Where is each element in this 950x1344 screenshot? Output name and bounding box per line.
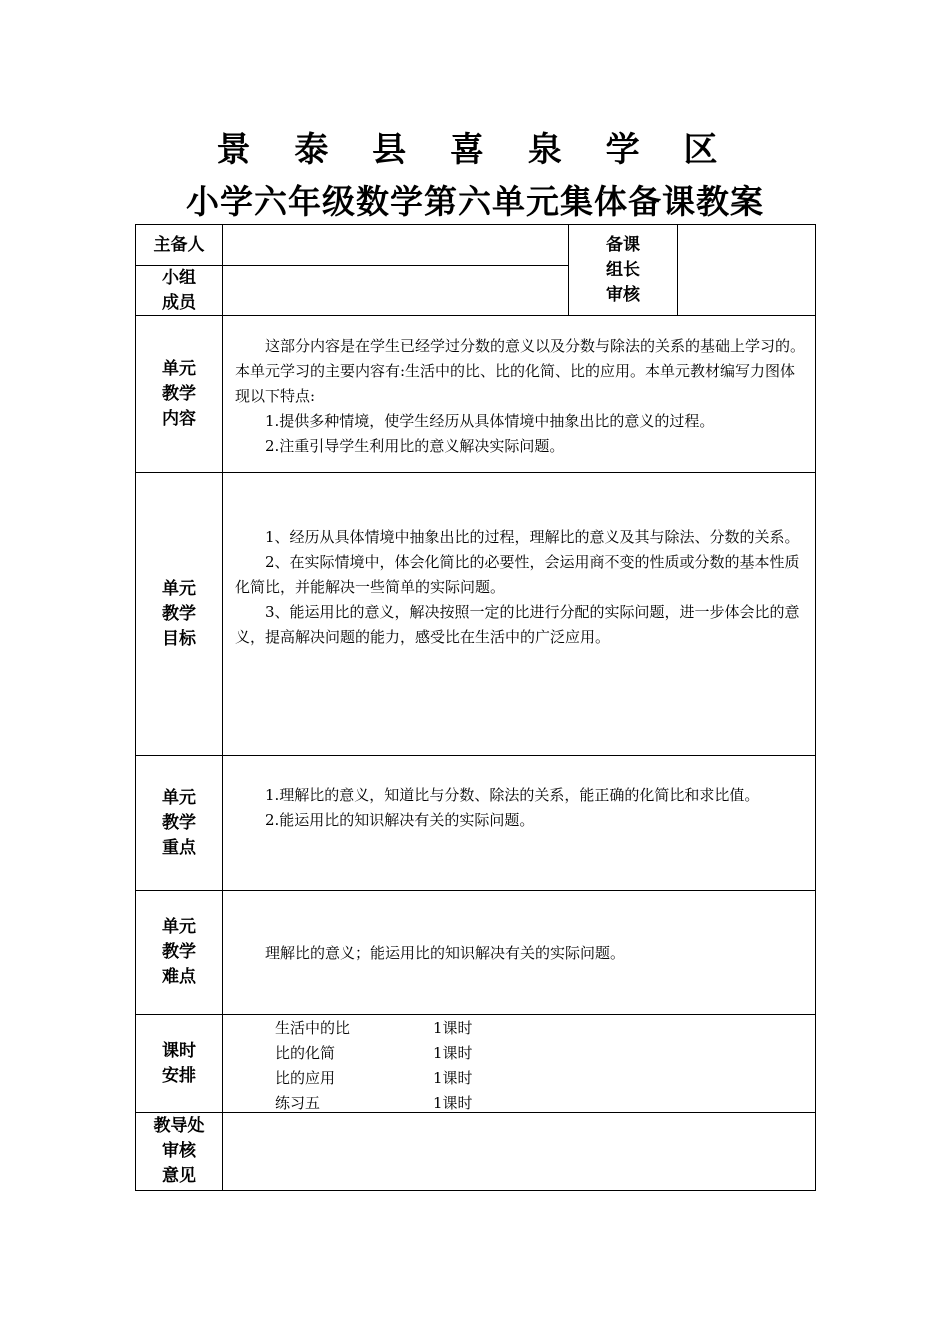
lesson-hours: 1课时 bbox=[433, 1019, 473, 1037]
schedule-cell bbox=[222, 1014, 816, 1113]
difficulty-paragraph: 理解比的意义；能运用比的知识解决有关的实际问题。 bbox=[265, 944, 626, 962]
content-paragraph: 2.注重引导学生利用比的意义解决实际问题。 bbox=[265, 437, 565, 455]
lesson-name: 生活中的比 bbox=[275, 1019, 351, 1037]
schedule-row bbox=[275, 1016, 473, 1041]
lesson-name: 比的化简 bbox=[275, 1044, 336, 1062]
group-members-field bbox=[222, 265, 569, 316]
schedule-label: 课时 安排 bbox=[135, 1014, 223, 1113]
review-label: 备课 组长 审核 bbox=[568, 224, 678, 316]
key-points-paragraph: 2.能运用比的知识解决有关的实际问题。 bbox=[265, 811, 535, 829]
office-review-label: 教导处 审核 意见 bbox=[135, 1112, 223, 1191]
schedule-list bbox=[275, 1016, 473, 1116]
main-preparer-field bbox=[222, 224, 569, 266]
goals-cell bbox=[222, 472, 816, 756]
review-field bbox=[677, 224, 816, 316]
goals-paragraph: 1、经历从具体情境中抽象出比的过程，理解比的意义及其与除法、分数的关系。 bbox=[265, 528, 800, 546]
difficulty-label: 单元 教学 难点 bbox=[135, 890, 223, 1015]
document-subtitle: 小学六年级数学第六单元集体备课教案 bbox=[186, 182, 764, 221]
document-title: 景 泰 县 喜 泉 学 区 bbox=[216, 130, 734, 170]
lesson-hours: 1课时 bbox=[433, 1044, 473, 1062]
goals-label: 单元 教学 目标 bbox=[135, 472, 223, 756]
main-preparer-label: 主备人 bbox=[135, 224, 223, 266]
lesson-hours: 1课时 bbox=[433, 1094, 473, 1112]
difficulty-cell bbox=[222, 890, 816, 1015]
content-cell bbox=[222, 315, 816, 473]
schedule-row bbox=[275, 1066, 473, 1091]
office-review-field bbox=[222, 1112, 816, 1191]
content-paragraph: 这部分内容是在学生已经学过分数的意义以及分数与除法的关系的基础上学习的。本单元学习的主要内容有:生活中的比、比的化简、比的应用。本单元教材编写力图体现以下特点: bbox=[235, 337, 806, 405]
lesson-name: 练习五 bbox=[275, 1094, 321, 1112]
schedule-row bbox=[275, 1041, 473, 1066]
lesson-hours: 1课时 bbox=[433, 1069, 473, 1087]
group-members-label: 小组 成员 bbox=[135, 265, 223, 316]
lesson-name: 比的应用 bbox=[275, 1069, 336, 1087]
content-label: 单元 教学 内容 bbox=[135, 315, 223, 473]
key-points-cell bbox=[222, 755, 816, 891]
content-paragraph: 1.提供多种情境，使学生经历从具体情境中抽象出比的意义的过程。 bbox=[265, 412, 715, 430]
key-points-label: 单元 教学 重点 bbox=[135, 755, 223, 891]
goals-paragraph: 2、在实际情境中，体会化简比的必要性，会运用商不变的性质或分数的基本性质化简比，并能解决一些简单的实际问题。 bbox=[235, 553, 800, 596]
key-points-paragraph: 1.理解比的意义，知道比与分数、除法的关系，能正确的化简比和求比值。 bbox=[265, 786, 760, 804]
goals-paragraph: 3、能运用比的意义，解决按照一定的比进行分配的实际问题，进一步体会比的意义，提高解决问题的能力，感受比在生活中的广泛应用。 bbox=[235, 603, 800, 646]
